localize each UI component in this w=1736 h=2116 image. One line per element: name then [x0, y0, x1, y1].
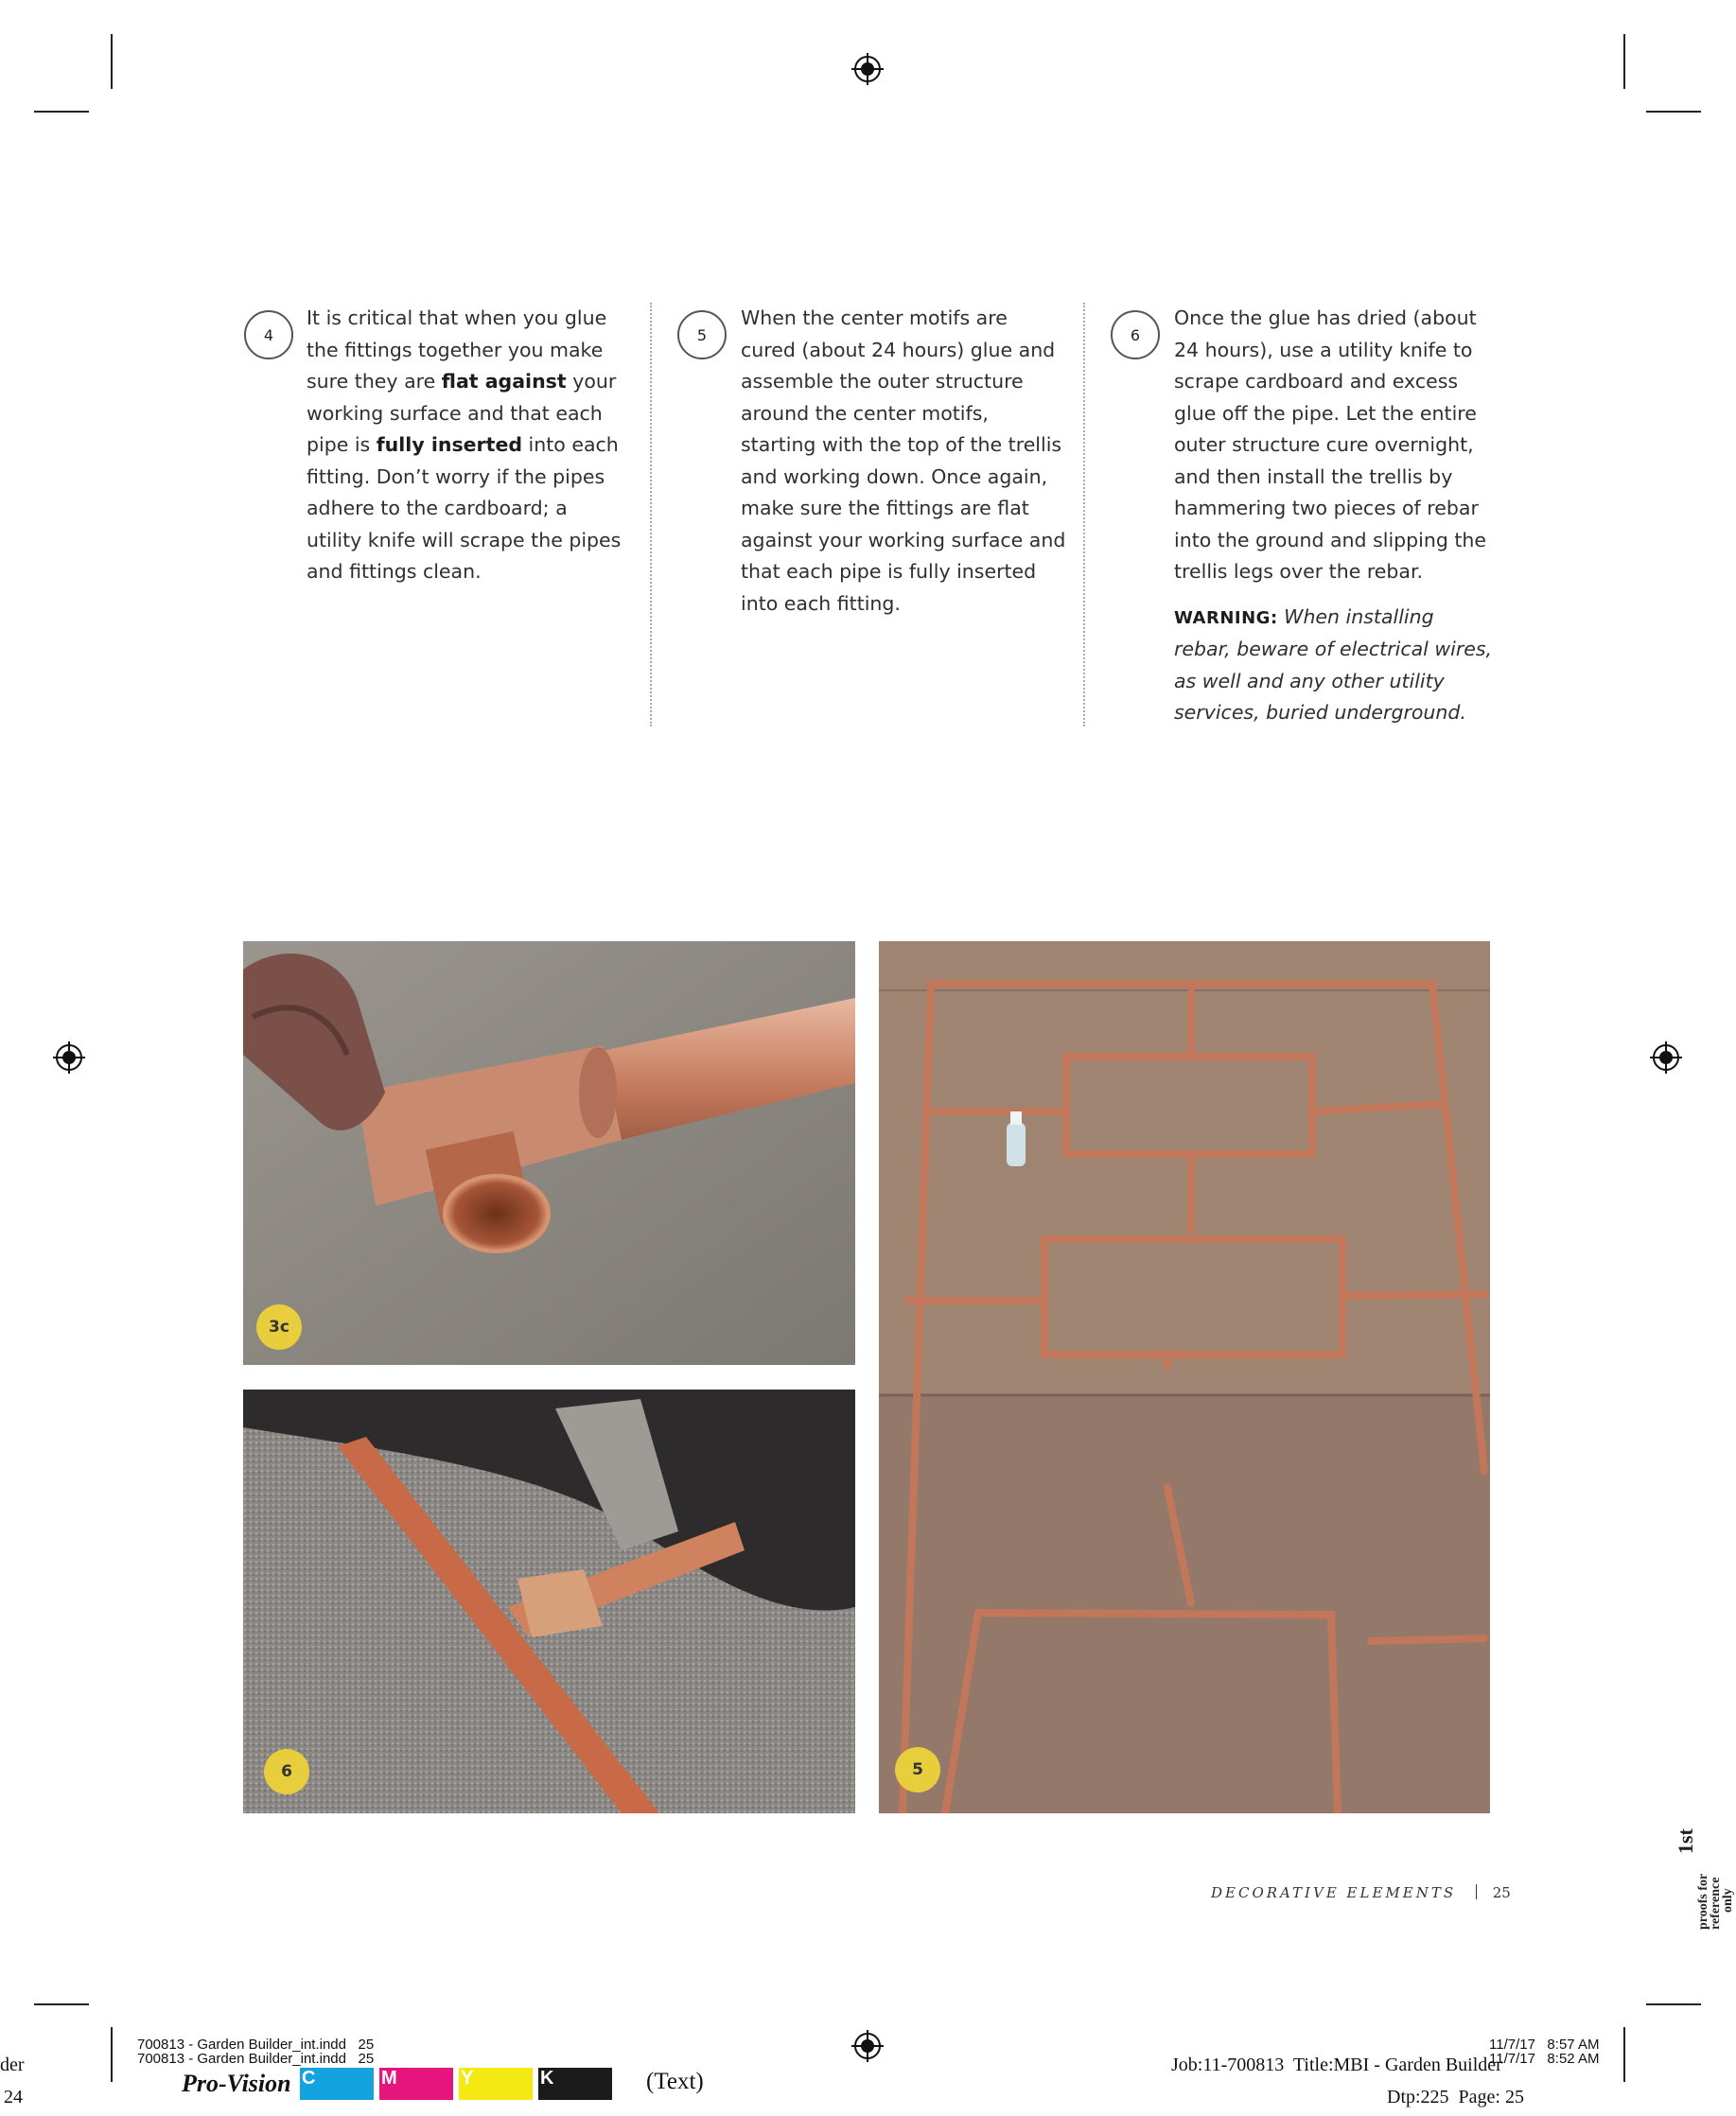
proof-line-1: proofs for [1696, 1873, 1710, 1930]
registration-mark-icon [851, 2030, 884, 2062]
crop-mark [1623, 2027, 1625, 2082]
slug-text-tag: (Text) [646, 2069, 704, 2094]
section-title: DECORATIVE ELEMENTS [1211, 1884, 1457, 1901]
step-number-badge: 6 [1111, 310, 1160, 359]
registration-mark-icon [851, 53, 884, 85]
photo-knife-scrape-image [243, 1390, 855, 1813]
proof-line-2: reference [1709, 1877, 1723, 1930]
swatch-magenta: M [379, 2068, 453, 2100]
slug-left-edge-bottom: 24 [4, 2087, 23, 2107]
crop-mark [1623, 34, 1625, 89]
running-footer [1211, 1884, 1511, 1901]
step-5-text: When the center motifs are cured (about 24 hours) glue and assemble the outer structure around the center motifs, starting with the top of the trellis and working down. Once again, make sure the fittings are flat against your working surface and that each pipe is fully inserted into each fitting. [741, 306, 1066, 615]
slug-file-line-1: 700813 - Garden Builder_int.indd 25 [137, 2037, 375, 2053]
swatch-yellow: Y [459, 2068, 533, 2100]
slug-date-line-1: 11/7/17 8:57 AM [1489, 2037, 1600, 2053]
crop-mark [34, 111, 89, 113]
slug-job: Job:11-700813 Title:MBI - Garden Builder [1171, 2055, 1502, 2075]
photo-step-badge: 3c [256, 1304, 302, 1350]
crop-mark [111, 2027, 113, 2082]
photo-step-badge: 5 [895, 1747, 940, 1792]
column-divider [1083, 303, 1085, 726]
proof-edition: 1st [1674, 1828, 1697, 1854]
warning-note [1174, 602, 1496, 729]
registration-mark-icon [1650, 1041, 1682, 1074]
proof-line-3: only [1721, 1888, 1735, 1913]
photo-step-badge: 6 [264, 1749, 309, 1794]
registration-mark-icon [53, 1041, 85, 1074]
slug-left-edge-top: der [0, 2055, 25, 2075]
warning-text: When installing rebar, beware of electrical wires, as well and any other utility services, buried underground. [1174, 604, 1493, 724]
slug-date-line-2: 11/7/17 8:52 AM [1489, 2051, 1600, 2067]
crop-mark [111, 34, 113, 89]
folio-separator [1476, 1884, 1477, 1899]
photo-tee-fitting-image [243, 941, 855, 1365]
proof-note [1675, 1828, 1734, 1930]
photo-trellis-assembly [879, 941, 1490, 1813]
photo-tee-fitting [243, 941, 855, 1365]
photo-trellis-assembly-image [879, 941, 1490, 1813]
step-number-badge: 4 [244, 310, 293, 359]
crop-mark [1646, 2003, 1701, 2005]
slug-file-line-2: 700813 - Garden Builder_int.indd 25 [137, 2051, 375, 2067]
crop-mark [34, 2003, 89, 2005]
column-divider [650, 303, 652, 726]
page-number: 25 [1492, 1884, 1511, 1901]
crop-mark [1646, 111, 1701, 113]
step-4-text: It is critical that when you glue the fittings together you make sure they are flat against your working surface and that each pipe is fully inserted into each fitting. Don’t worry if the pipes adhere to the cardboard; a utility knife will scrape the pipes and fittings clean. [307, 306, 622, 583]
warning-label: WARNING: [1174, 607, 1278, 628]
swatch-black: K [538, 2068, 612, 2100]
slug-brand: Pro-Vision [182, 2070, 291, 2097]
step-number-badge: 5 [677, 310, 727, 359]
slug-dtp: Dtp:225 Page: 25 [1387, 2087, 1524, 2107]
swatch-cyan: C [300, 2068, 374, 2100]
photo-knife-scrape [243, 1390, 855, 1813]
step-6-text: Once the glue has dried (about 24 hours), use a utility knife to scrape cardboard and excess glue off the pipe. Let the entire outer structure cure overnight, and then install the trellis by hammering two pieces of rebar into the ground and slipping the trellis legs over the rebar. WARNING: When installing rebar, beware of electrical wires, as well and any other utility services, buried underground. [1174, 303, 1496, 729]
